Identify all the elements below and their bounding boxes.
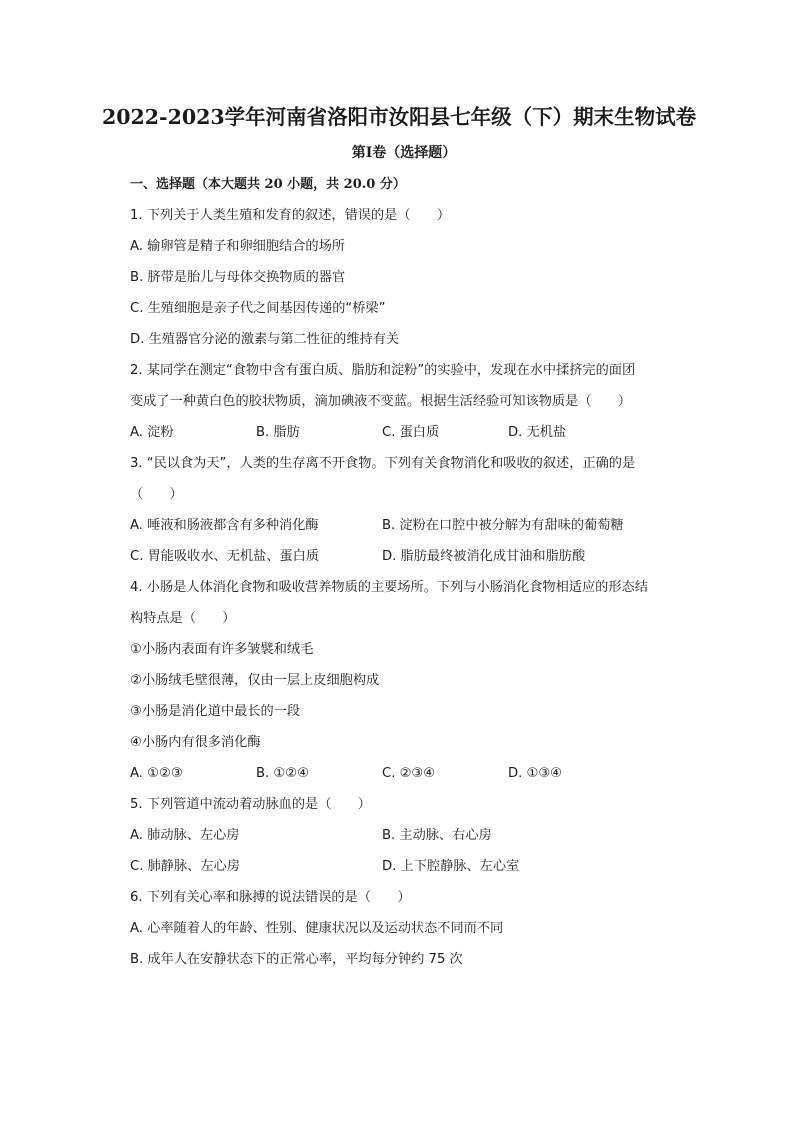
volume-subtitle: 第I卷（选择题） xyxy=(351,145,457,161)
question-5-option-c: C. 肺静脉、左心房 xyxy=(130,859,240,874)
question-6-option-a: A. 心率随着人的年龄、性别、健康状况以及运动状态不同而不同 xyxy=(130,921,504,936)
question-1-option-b: B. 脐带是胎儿与母体交换物质的器官 xyxy=(130,270,346,285)
question-2-option-b: B. 脂肪 xyxy=(256,425,300,440)
question-5-options-row-2 xyxy=(130,851,688,882)
question-1-option-d: D. 生殖器官分泌的激素与第二性征的维持有关 xyxy=(130,332,400,347)
question-4-option-c: C. ②③④ xyxy=(382,766,436,781)
question-3-stem-line-2: （ ） xyxy=(130,487,183,502)
question-2-option-d: D. 无机盐 xyxy=(508,425,567,440)
question-3-stem-line-1: 3. “民以食为天”，人类的生存离不开食物。下列有关食物消化和吸收的叙述，正确的是 xyxy=(130,456,636,471)
question-5-options-row-1 xyxy=(130,820,688,851)
question-4-option-b: B. ①②④ xyxy=(256,766,309,781)
question-1-option-c: C. 生殖细胞是亲子代之间基因传递的“桥梁” xyxy=(130,301,386,316)
question-5-stem: 5. 下列管道中流动着动脉血的是（ ） xyxy=(130,797,371,812)
question-4-stem-line-2: 构特点是（ ） xyxy=(130,611,236,626)
question-2-stem-line-1: 2. 某同学在测定“食物中含有蛋白质、脂肪和淀粉”的实验中，发现在水中揉挤完的面团 xyxy=(130,363,636,378)
question-6-stem: 6. 下列有关心率和脉搏的说法错误的是（ ） xyxy=(130,890,411,905)
question-4-item-3: ③小肠是消化道中最长的一段 xyxy=(130,704,301,719)
question-1-stem: 1. 下列关于人类生殖和发育的叙述，错误的是（ ） xyxy=(130,208,451,223)
question-2-options xyxy=(130,417,688,448)
question-3-options-row-2 xyxy=(130,541,688,572)
question-4-option-d: D. ①③④ xyxy=(508,766,563,781)
question-5-option-b: B. 主动脉、右心房 xyxy=(382,828,492,843)
section-heading: 一、选择题（本大题共 20 小题，共 20.0 分） xyxy=(130,177,406,192)
question-5-option-a: A. 肺动脉、左心房 xyxy=(130,828,240,843)
exam-title: 2022-2023学年河南省洛阳市汝阳县七年级（下）期末生物试卷 xyxy=(102,105,697,129)
question-3-option-b: B. 淀粉在口腔中被分解为有甜味的葡萄糖 xyxy=(382,518,624,533)
question-6-option-b: B. 成年人在安静状态下的正常心率，平均每分钟约 75 次 xyxy=(130,952,463,967)
question-4-item-2: ②小肠绒毛壁很薄，仅由一层上皮细胞构成 xyxy=(130,673,380,688)
question-3-option-a: A. 唾液和肠液都含有多种消化酶 xyxy=(130,518,319,533)
question-2-option-a: A. 淀粉 xyxy=(130,425,174,440)
question-4-item-4: ④小肠内有很多消化酶 xyxy=(130,735,261,750)
question-1-option-a: A. 输卵管是精子和卵细胞结合的场所 xyxy=(130,239,345,254)
question-4-item-1: ①小肠内表面有许多皱襞和绒毛 xyxy=(130,642,314,657)
question-4-stem-line-1: 4. 小肠是人体消化食物和吸收营养物质的主要场所。下列与小肠消化食物相适应的形态结 xyxy=(130,580,648,595)
question-3-option-d: D. 脂肪最终被消化成甘油和脂肪酸 xyxy=(382,549,586,564)
question-3-option-c: C. 胃能吸收水、无机盐、蛋白质 xyxy=(130,549,320,564)
question-4-options xyxy=(130,758,688,789)
question-2-option-c: C. 蛋白质 xyxy=(382,425,440,440)
question-3-options-row-1 xyxy=(130,510,688,541)
question-4-option-a: A. ①②③ xyxy=(130,766,183,781)
question-5-option-d: D. 上下腔静脉、左心室 xyxy=(382,859,520,874)
question-2-stem-line-2: 变成了一种黄白色的胶状物质，滴加碘液不变蓝。根据生活经验可知该物质是（ ） xyxy=(130,394,632,409)
